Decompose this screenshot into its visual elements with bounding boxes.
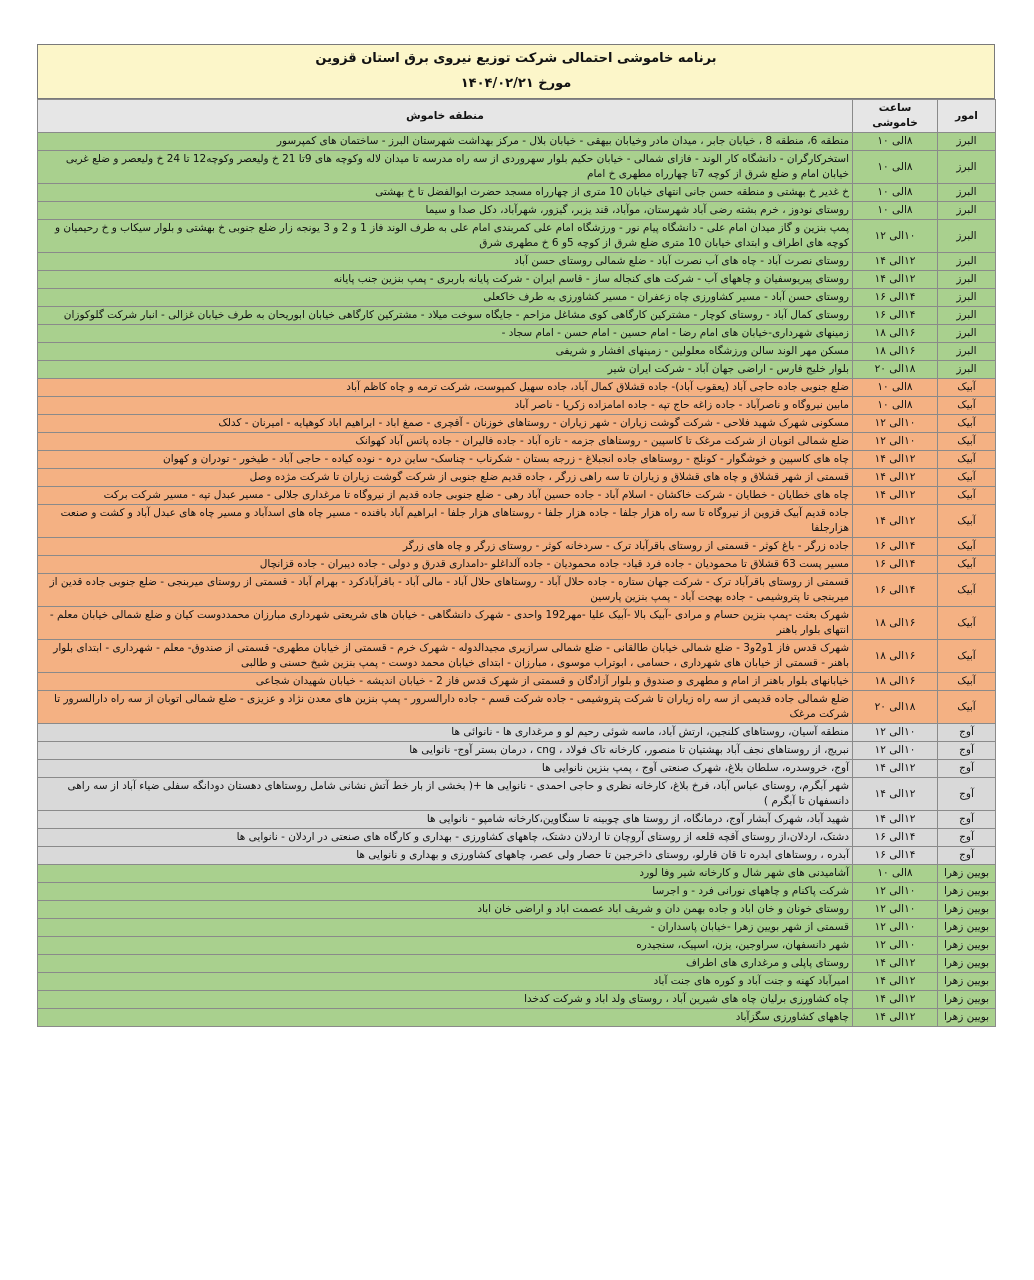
time-cell: ۱۲الی ۱۴ [853, 469, 938, 487]
column-header-area: منطقه خاموش [38, 100, 853, 133]
table-row [38, 724, 996, 742]
table-row [38, 955, 996, 973]
omur-cell: آبیک [938, 505, 996, 538]
omur-cell: آبیک [938, 451, 996, 469]
omur-cell: بویین زهرا [938, 955, 996, 973]
table-row [38, 691, 996, 724]
time-cell: ۱۰الی ۱۲ [853, 883, 938, 901]
omur-cell: آبیک [938, 433, 996, 451]
table-row [38, 1009, 996, 1027]
time-cell: ۱۶الی ۱۸ [853, 607, 938, 640]
table-row [38, 991, 996, 1009]
table-row [38, 451, 996, 469]
time-cell: ۱۴الی ۱۶ [853, 556, 938, 574]
outage-table [37, 99, 996, 1027]
area-cell: منطقه 6، منطقه 8 ، خیابان جابر ، میدان مادر وخیابان بیهقی - خیابان بلال - مرکز بهداشت شهرستان البرز - ساختمان های کمپرسور [38, 133, 853, 151]
omur-cell: البرز [938, 361, 996, 379]
omur-cell: بویین زهرا [938, 937, 996, 955]
omur-cell: البرز [938, 253, 996, 271]
table-row [38, 379, 996, 397]
table-row [38, 184, 996, 202]
time-cell: ۱۲الی ۱۴ [853, 811, 938, 829]
omur-cell: البرز [938, 289, 996, 307]
time-cell: ۱۶الی ۱۸ [853, 640, 938, 673]
area-cell: شهر دانسفهان، سراوجین، یزن، اسپیک، سنجیدره [38, 937, 853, 955]
table-row [38, 556, 996, 574]
table-row [38, 220, 996, 253]
area-cell: شهید آباد، شهرک آبشار آوج، درمانگاه، از روستا های چوبینه تا سنگاوین،کارخانه شامپو - نانوایی ها [38, 811, 853, 829]
area-cell: مسکونی شهرک شهید فلاحی - شرکت گوشت زیاران - شهر زیاران - روستاهای خوزنان - آقچری - صمغ اباد - ابراهیم اباد کوهپایه - امیرنان - کدلک [38, 415, 853, 433]
omur-cell: بویین زهرا [938, 991, 996, 1009]
time-cell: ۱۲الی ۱۴ [853, 973, 938, 991]
omur-cell: آبیک [938, 538, 996, 556]
area-cell: جاده قدیم آبیک قزوین از نیروگاه تا سه راه هزار جلفا - جاده هزار جلفا - روستاهای هزار جلفا - ابراهیم آباد بافنده - مسیر چاه های اسدآباد و مسیر چاه های عبدل آباد و کشت و صنعت هزارجلفا [38, 505, 853, 538]
area-cell: قسمتی از شهر قشلاق و چاه های قشلاق و زیاران تا سه راهی زرگر ، جاده قدیم ضلع جنوبی از شرکت گوشت زیاران تا شرکت مژده وصل [38, 469, 853, 487]
table-row [38, 973, 996, 991]
table-row [38, 865, 996, 883]
schedule-page [37, 44, 995, 1027]
time-cell: ۱۰الی ۱۲ [853, 724, 938, 742]
table-row [38, 361, 996, 379]
table-row [38, 760, 996, 778]
time-cell: ۱۲الی ۱۴ [853, 271, 938, 289]
area-cell: شرکت پاکنام و چاههای نورانی فرد - و اجرسا [38, 883, 853, 901]
table-body [38, 133, 996, 1027]
time-cell: ۸الی ۱۰ [853, 184, 938, 202]
area-cell: مسکن مهر الوند سالن ورزشگاه معلولین - زمینهای افشار و شریفی [38, 343, 853, 361]
time-cell: ۱۰الی ۱۲ [853, 919, 938, 937]
omur-cell: البرز [938, 271, 996, 289]
time-cell: ۱۰الی ۱۲ [853, 901, 938, 919]
omur-cell: آبیک [938, 574, 996, 607]
time-cell: ۱۴الی ۱۶ [853, 307, 938, 325]
time-cell: ۱۲الی ۱۴ [853, 451, 938, 469]
table-row [38, 607, 996, 640]
table-row [38, 640, 996, 673]
time-cell: ۸الی ۱۰ [853, 151, 938, 184]
table-row [38, 883, 996, 901]
table-row [38, 919, 996, 937]
omur-cell: البرز [938, 133, 996, 151]
omur-cell: آبیک [938, 469, 996, 487]
table-row [38, 778, 996, 811]
time-cell: ۱۴الی ۱۶ [853, 574, 938, 607]
time-cell: ۸الی ۱۰ [853, 397, 938, 415]
omur-cell: آبیک [938, 556, 996, 574]
table-row [38, 487, 996, 505]
time-cell: ۱۰الی ۱۲ [853, 220, 938, 253]
omur-cell: آوج [938, 778, 996, 811]
table-header-row [38, 100, 996, 133]
time-cell: ۱۲الی ۱۴ [853, 1009, 938, 1027]
area-cell: بلوار خلیج فارس - اراضی جهان آباد - شرکت ایران شیر [38, 361, 853, 379]
omur-cell: البرز [938, 343, 996, 361]
area-cell: استخرکارگران - دانشگاه کار الوند - فازای شمالی - خیابان حکیم بلوار سهروردی از سه راه مدرسه تا میدان لاله وکوچه های 9تا 21 خ ولیعصر وکوچه12 تا 24 خ ولیعصر و ضلع غربی خیابان امام و ضلع شرق از کوچه 7تا چهارراه مطهری خ امام [38, 151, 853, 184]
omur-cell: البرز [938, 325, 996, 343]
time-cell: ۱۴الی ۱۶ [853, 847, 938, 865]
table-row [38, 829, 996, 847]
area-cell: روستای نصرت آباد - چاه های آب نصرت آباد - ضلع شمالی روستای حسن آباد [38, 253, 853, 271]
omur-cell: آوج [938, 742, 996, 760]
table-row [38, 538, 996, 556]
omur-cell: البرز [938, 184, 996, 202]
area-cell: جاده زرگر - باغ کوثر - قسمتی از روستای باقرآباد ترک - سردخانه کوثر - روستای زرگر و چاه های زرگر [38, 538, 853, 556]
table-row [38, 415, 996, 433]
area-cell: شهرک بعثت -پمپ بنزین حسام و مرادی -آبیک بالا -آبیک علیا -مهر192 واحدی - شهرک دانشگاهی - خیابان های شریعتی شهرداری مبارزان محمددوست کیان و ضلع شمالی خیابان معلم - انتهای بلوار باهنر [38, 607, 853, 640]
omur-cell: آبیک [938, 673, 996, 691]
omur-cell: آبیک [938, 397, 996, 415]
omur-cell: آبیک [938, 691, 996, 724]
time-cell: ۱۲الی ۱۴ [853, 505, 938, 538]
time-cell: ۱۰الی ۱۲ [853, 742, 938, 760]
time-cell: ۱۴الی ۱۶ [853, 829, 938, 847]
table-row [38, 343, 996, 361]
omur-cell: آوج [938, 829, 996, 847]
time-cell: ۱۲الی ۱۴ [853, 487, 938, 505]
time-cell: ۱۲الی ۱۴ [853, 253, 938, 271]
area-cell: ضلع شمالی جاده قدیمی از سه راه زیاران تا شرکت پتروشیمی - جاده شرکت قسم - جاده دارالسرور - پمپ بنزین های معدن نژاد و عزیزی - ضلع شمالی اتوبان از سه راه دارالسرور تا شرکت مرغک [38, 691, 853, 724]
time-cell: ۸الی ۱۰ [853, 865, 938, 883]
area-cell: روستای پیریوسفیان و چاههای آب - شرکت های کنجاله ساز - قاسم ایران - شرکت پایانه باربری - پمپ بنزین جنب پایانه [38, 271, 853, 289]
omur-cell: آبیک [938, 415, 996, 433]
omur-cell: بویین زهرا [938, 1009, 996, 1027]
omur-cell: آوج [938, 847, 996, 865]
document-title: برنامه خاموشی احتمالی شرکت توزیع نیروی برق استان قزوین [315, 51, 717, 66]
table-row [38, 253, 996, 271]
omur-cell: البرز [938, 151, 996, 184]
area-cell: زمینهای شهرداری-خیابان های امام رضا - امام حسین - امام حسن - امام سجاد - [38, 325, 853, 343]
area-cell: خیابانهای بلوار باهنر از امام و مطهری و صندوق و بلوار آزادگان و قسمتی از شهرک قدس فاز 2 - خیابان اندیشه - خیابان شهیدان شجاعی [38, 673, 853, 691]
area-cell: شهرک قدس فاز 1و2و3 - ضلع شمالی خیابان طالقانی - ضلع شمالی سرازیری مجیدالدوله - شهرک خرم - قسمتی از خیابان مطهری- قسمتی از صندوق- معلم - شهرداری - ابتدای بلوار باهنر - قسمتی از خیابان های شهرداری ، حسامی ، ابوتراب موسوی ، مبارزان - ابتدای خیابان محمد دوست - پمپ بنزین شیخ حسنی و طالبی [38, 640, 853, 673]
time-cell: ۱۶الی ۱۸ [853, 325, 938, 343]
column-header-omur: امور [938, 100, 996, 133]
area-cell: مسیر پست 63 قشلاق تا محمودیان - جاده فرد قیاد- جاده محمودیان - جاده آلداغلو -دامداری قدرق و دولی - جاده دیبران - جاده قزانچال [38, 556, 853, 574]
table-row [38, 133, 996, 151]
time-cell: ۱۲الی ۱۴ [853, 991, 938, 1009]
table-row [38, 937, 996, 955]
table-row [38, 289, 996, 307]
area-cell: نبریج، از روستاهای نجف آباد بهشتیان تا منصور، کارخانه تاک فولاد ، cng ، درمان بستر آوج- نانوایی ها [38, 742, 853, 760]
time-cell: ۱۶الی ۱۸ [853, 343, 938, 361]
area-cell: قسمتی از روستای باقرآباد ترک - شرکت جهان ستاره - جاده حلال آباد - روستاهای حلال آباد - مالی آباد - باقرآبادکرد - بهرام آباد - قسمتی از روستای میربنجی - ضلع جنوبی جاده قدین از میربنجی تا پتروشیمی - جاده بهجت آباد - پمپ بنزین پارسین [38, 574, 853, 607]
time-cell: ۱۰الی ۱۲ [853, 433, 938, 451]
area-cell: شهر آبگرم، روستای عباس آباد، فرخ بلاغ، کارخانه نظری و حاجی احمدی - نانوایی ها +( بخشی از بار خط آتش نشانی شامل روستاهای دهستان دودانگه سفلی ضیاء آباد از سه راهی دانسفهان تا آبگرم ) [38, 778, 853, 811]
area-cell: دشتک، اردلان،از روستای آقچه قلعه از روستای آروچان تا اردلان دشتک، چاههای کشاورزی - بهداری و کارگاه های صنعتی در اردلان - نانوایی ها [38, 829, 853, 847]
omur-cell: آوج [938, 811, 996, 829]
area-cell: مابین نیروگاه و ناصرآباد - جاده زاغه حاج تپه - جاده امامزاده زکریا - ناصر آباد [38, 397, 853, 415]
omur-cell: آوج [938, 724, 996, 742]
omur-cell: آبیک [938, 607, 996, 640]
time-cell: ۱۴الی ۱۶ [853, 538, 938, 556]
omur-cell: البرز [938, 307, 996, 325]
table-row [38, 325, 996, 343]
omur-cell: البرز [938, 220, 996, 253]
omur-cell: بویین زهرا [938, 901, 996, 919]
time-cell: ۸الی ۱۰ [853, 379, 938, 397]
table-row [38, 847, 996, 865]
area-cell: روستای پاپلی و مرغداری های اطراف [38, 955, 853, 973]
time-cell: ۱۲الی ۱۴ [853, 760, 938, 778]
table-row [38, 505, 996, 538]
table-row [38, 742, 996, 760]
table-row [38, 673, 996, 691]
area-cell: پمپ بنزین و گاز میدان امام علی - دانشگاه پیام نور - ورزشگاه امام علی کمربندی امام علی به طرف الوند فاز 1 و 2 و 3 یونجه زار ضلع جنوبی خ بهشتی و بلوار سیکاب و خ رحیمیان و کوچه های اطراف و ابتدای خیابان 10 متری ضلع شرق از کوچه 5و 6 خ مطهری شرق [38, 220, 853, 253]
time-cell: ۱۴الی ۱۶ [853, 289, 938, 307]
omur-cell: بویین زهرا [938, 865, 996, 883]
time-cell: ۱۰الی ۱۲ [853, 415, 938, 433]
area-cell: آشامیدنی های شهر شال و کارخانه شیر وفا لورد [38, 865, 853, 883]
time-cell: ۱۲الی ۱۴ [853, 955, 938, 973]
area-cell: امیرآباد کهنه و جنت آباد و کوره های جنت آباد [38, 973, 853, 991]
omur-cell: آبیک [938, 640, 996, 673]
table-row [38, 901, 996, 919]
area-cell: چاه کشاورزی برلیان چاه های شیرین آباد ، روستای ولد اباد و شرکت کدخدا [38, 991, 853, 1009]
omur-cell: بویین زهرا [938, 883, 996, 901]
document-header [37, 44, 995, 99]
area-cell: ضلع جنوبی جاده حاجی آباد (یعقوب آباد)- جاده قشلاق کمال آباد، جاده سهیل کمپوست، شرکت ترمه و چاه کاظم آباد [38, 379, 853, 397]
time-cell: ۱۶الی ۱۸ [853, 673, 938, 691]
omur-cell: آبیک [938, 379, 996, 397]
area-cell: آوج، خروسدره، سلطان بلاغ، شهرک صنعتی آوج ، پمپ بنزین نانوایی ها [38, 760, 853, 778]
omur-cell: بویین زهرا [938, 919, 996, 937]
area-cell: روستای کمال آباد - روستای کوچار - مشترکین کارگاهی کوی مشاغل مزاحم - جایگاه سوخت میلاد - مشترکین کارگاهی خیابان ابوریحان به طرف خیابان غزالی - انبار شرکت گلوکوزان [38, 307, 853, 325]
area-cell: روستای حسن آباد - مسیر کشاورزی چاه زعفران - مسیر کشاورزی به طرف خاکعلی [38, 289, 853, 307]
table-row [38, 151, 996, 184]
table-row [38, 574, 996, 607]
area-cell: منطقه آسیان، روستاهای کلنجین، ارتش آباد، ماسه شوئی رحیم لو و مرغداری ها - نانوائی ها [38, 724, 853, 742]
time-cell: ۸الی ۱۰ [853, 133, 938, 151]
omur-cell: البرز [938, 202, 996, 220]
table-row [38, 811, 996, 829]
area-cell: ضلع شمالی اتوبان از شرکت مرغک تا کاسپین - روستاهای جزمه - تازه آباد - جاده فالیران - جاده پاتس آباد کهوانک [38, 433, 853, 451]
area-cell: روستای خونان و خان اباد و جاده بهمن دان و شریف اباد عصمت اباد و اراضی خان اباد [38, 901, 853, 919]
time-cell: ۸الی ۱۰ [853, 202, 938, 220]
omur-cell: آبیک [938, 487, 996, 505]
table-row [38, 397, 996, 415]
table-row [38, 469, 996, 487]
area-cell: چاه های خطایان - خطایان - شرکت خاکشان - اسلام آباد - جاده حسین آباد رهی - ضلع جنوبی جاده قدیم از نیروگاه تا مرغداری جلالی - مسیر عبدل تپه - مسیر شرکت برکت [38, 487, 853, 505]
area-cell: خ غدیر خ بهشتی و منطقه حسن جانی انتهای خیابان 10 متری از چهارراه مسجد حضرت ابوالفضل تا خ بهشتی [38, 184, 853, 202]
area-cell: چاه های کاسپین و خوشگوار - کونلج - روستاهای جاده انجبلاغ - زرجه بستان - شکرناب - چناسک- ساین درہ - نوده کیاده - حاجی آباد - طیخور - تودران و کهوان [38, 451, 853, 469]
omur-cell: آوج [938, 760, 996, 778]
omur-cell: بویین زهرا [938, 973, 996, 991]
table-row [38, 307, 996, 325]
table-row [38, 271, 996, 289]
column-header-time: ساعت خاموشی [853, 100, 938, 133]
table-row [38, 433, 996, 451]
area-cell: چاههای کشاورزی سگزآباد [38, 1009, 853, 1027]
table-row [38, 202, 996, 220]
document-date: مورخ ۱۴۰۴/۰۲/۲۱ [460, 76, 572, 91]
area-cell: آبدره ، روستاهای ابدره تا قان قارلو، روستای داخرجین تا حصار ولی عصر، چاههای کشاورزی و بهداری و نانوایی ها [38, 847, 853, 865]
time-cell: ۱۲الی ۱۴ [853, 778, 938, 811]
time-cell: ۱۸الی ۲۰ [853, 361, 938, 379]
time-cell: ۱۰الی ۱۲ [853, 937, 938, 955]
area-cell: روستای نودوز ، خرم بشته رضی آباد شهرستان، موآباد، قند یزبر، گیزور، شهرآباد، دکل صدا و سیما [38, 202, 853, 220]
area-cell: قسمتی از شهر بویین زهرا -خیابان پاسداران - [38, 919, 853, 937]
time-cell: ۱۸الی ۲۰ [853, 691, 938, 724]
